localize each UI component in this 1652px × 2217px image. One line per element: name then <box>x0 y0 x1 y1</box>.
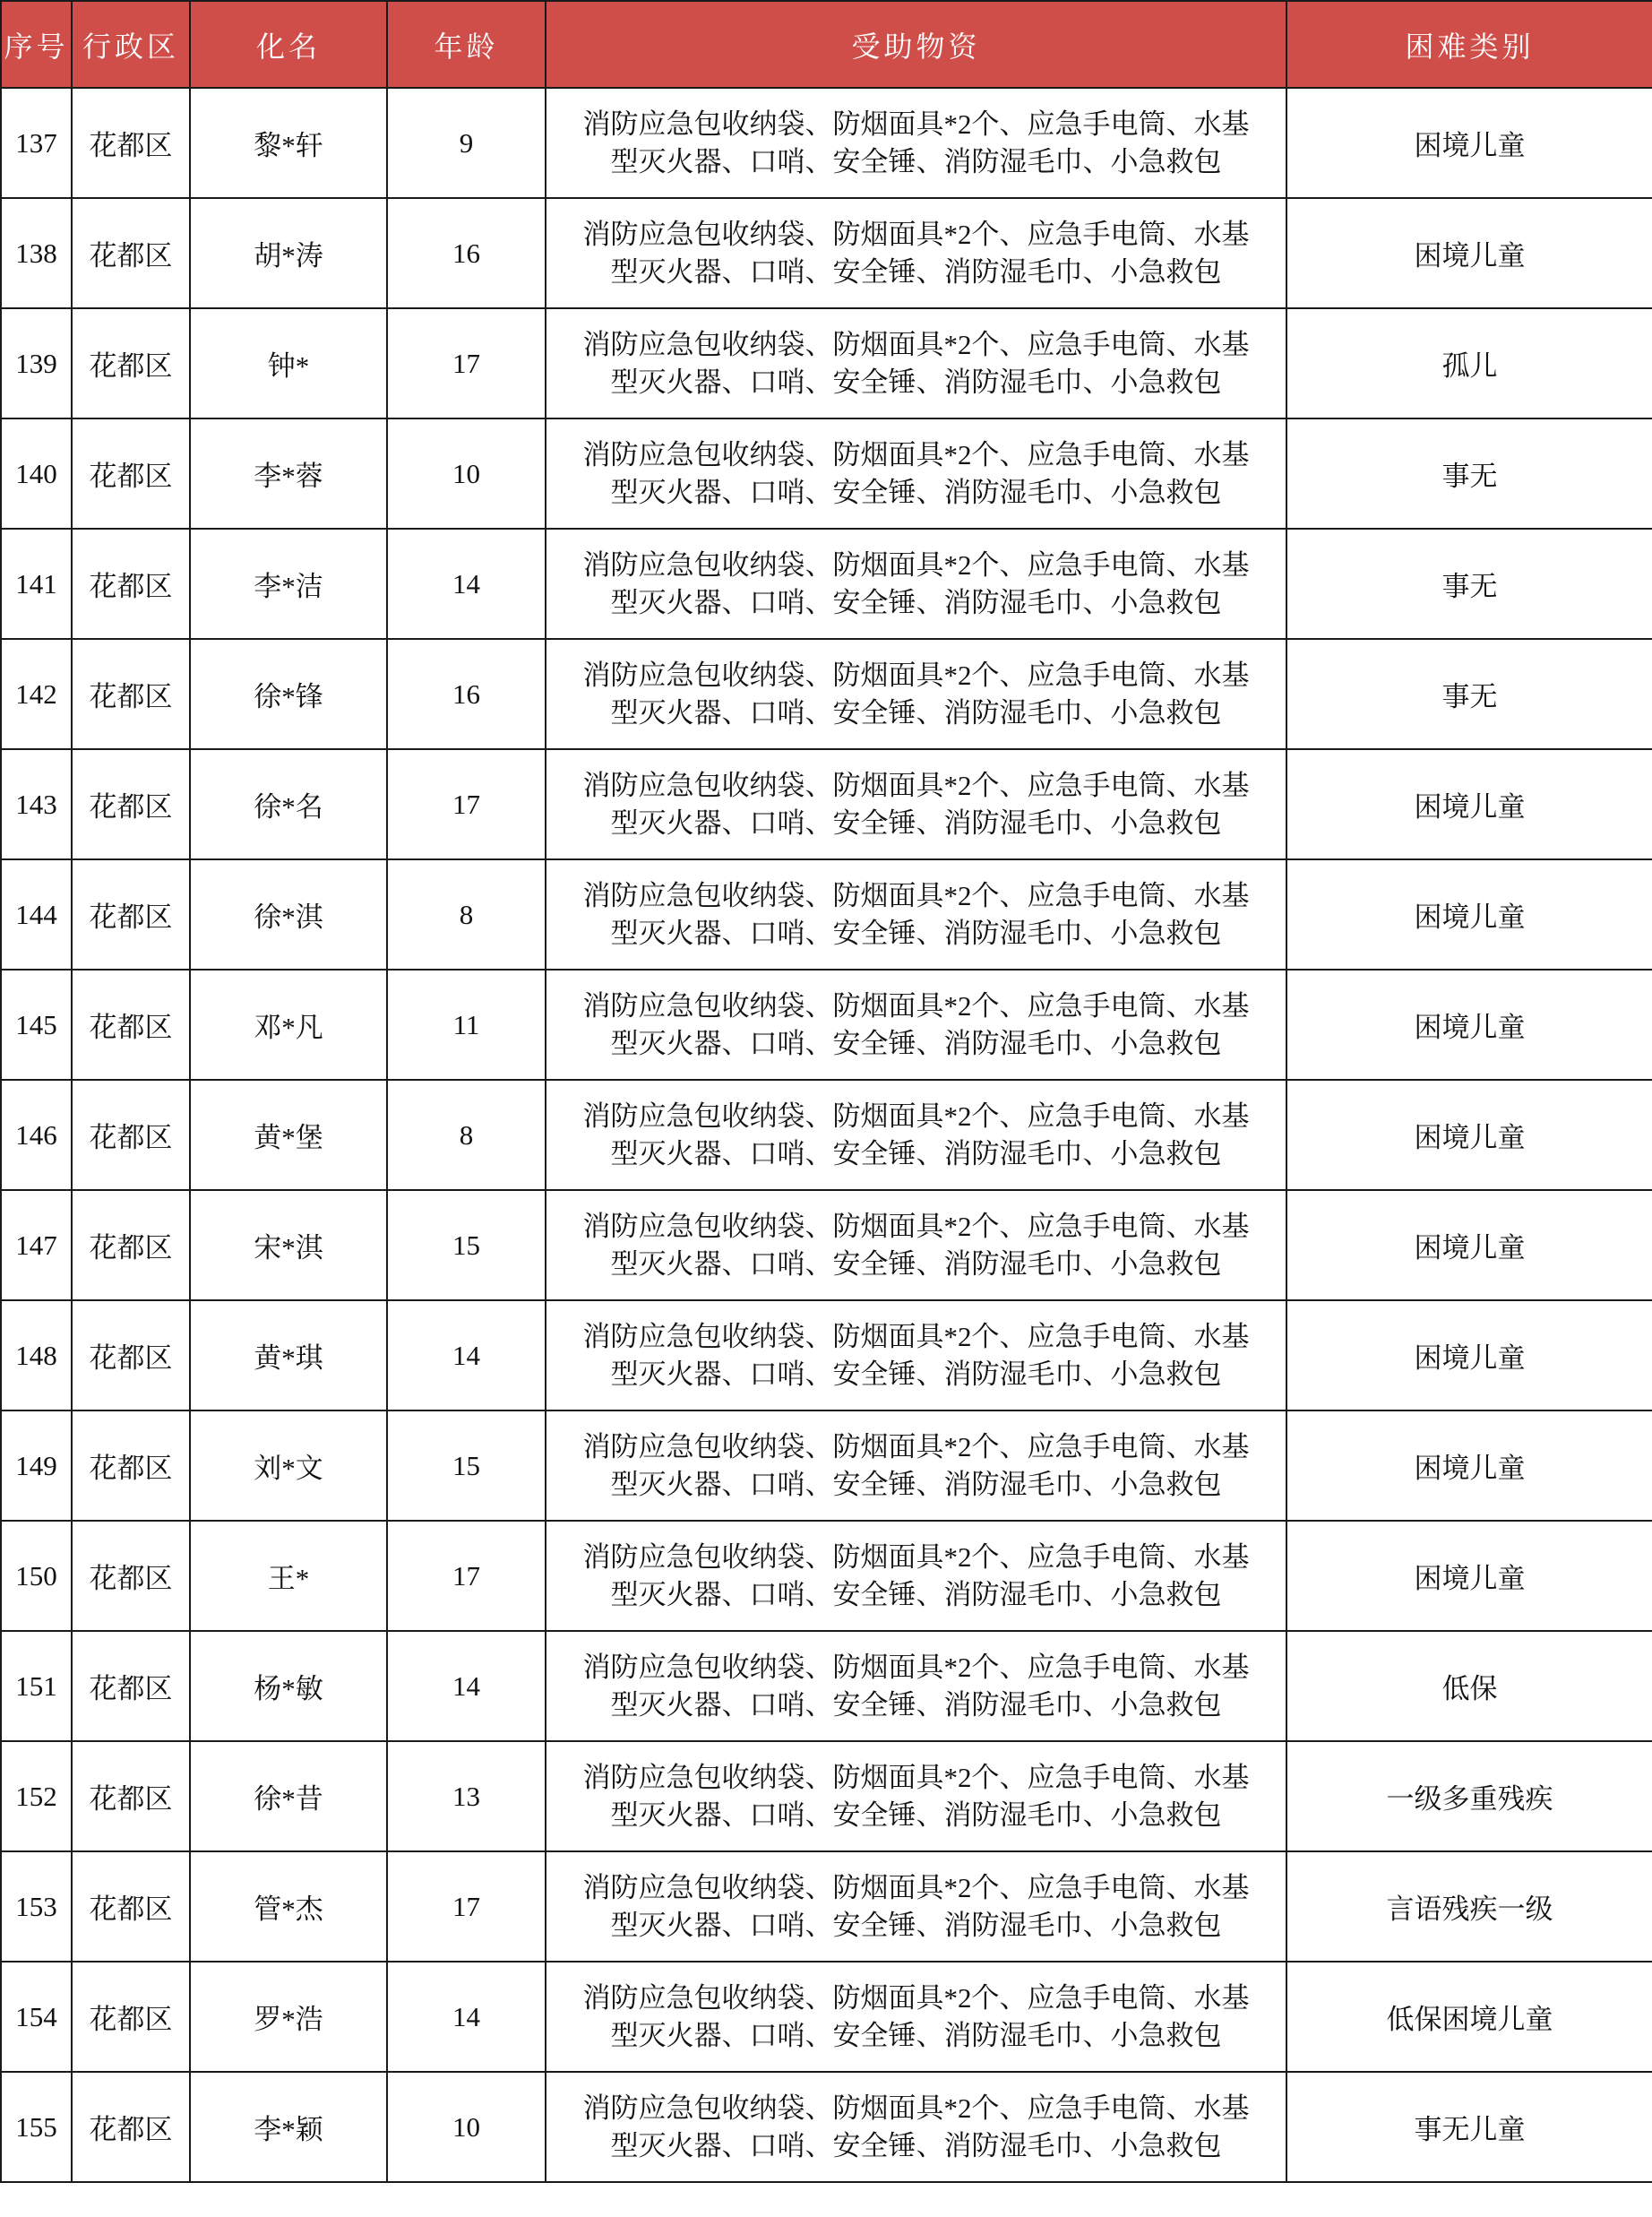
row-age: 14 <box>387 1300 546 1410</box>
row-category: 事无 <box>1286 418 1652 529</box>
items-line-2: 型灭火器、口哨、安全锤、消防湿毛巾、小急救包 <box>610 1247 1222 1280</box>
row-age: 17 <box>387 749 546 859</box>
row-number: 151 <box>1 1631 72 1741</box>
table-row <box>1 1631 1652 1741</box>
row-number: 148 <box>1 1300 72 1410</box>
row-name: 邓*凡 <box>190 970 387 1080</box>
items-line-2: 型灭火器、口哨、安全锤、消防湿毛巾、小急救包 <box>610 145 1222 177</box>
items-line-1: 消防应急包收纳袋、防烟面具*2个、应急手电筒、水基 <box>582 1651 1250 1683</box>
row-category: 困境儿童 <box>1286 749 1652 859</box>
row-name: 李*颖 <box>190 2072 387 2182</box>
row-category: 低保 <box>1286 1631 1652 1741</box>
items-line-1: 消防应急包收纳袋、防烟面具*2个、应急手电筒、水基 <box>582 1430 1250 1462</box>
items-line-1: 消防应急包收纳袋、防烟面具*2个、应急手电筒、水基 <box>582 328 1250 360</box>
items-line-2: 型灭火器、口哨、安全锤、消防湿毛巾、小急救包 <box>610 807 1222 839</box>
row-number: 149 <box>1 1410 72 1521</box>
row-items <box>546 749 1286 859</box>
header-no: 序号 <box>1 1 72 88</box>
row-items <box>546 88 1286 198</box>
table-row <box>1 2072 1652 2182</box>
row-category: 困境儿童 <box>1286 198 1652 308</box>
row-district: 花都区 <box>72 1851 190 1962</box>
header-name: 化名 <box>190 1 387 88</box>
row-district: 花都区 <box>72 2072 190 2182</box>
table-row <box>1 418 1652 529</box>
row-district: 花都区 <box>72 749 190 859</box>
table-row <box>1 639 1652 749</box>
row-district: 花都区 <box>72 970 190 1080</box>
row-name: 刘*文 <box>190 1410 387 1521</box>
row-district: 花都区 <box>72 88 190 198</box>
items-line-2: 型灭火器、口哨、安全锤、消防湿毛巾、小急救包 <box>610 1578 1222 1610</box>
row-district: 花都区 <box>72 529 190 639</box>
row-items <box>546 970 1286 1080</box>
row-items <box>546 1851 1286 1962</box>
row-age: 10 <box>387 418 546 529</box>
row-number: 144 <box>1 859 72 970</box>
items-line-2: 型灭火器、口哨、安全锤、消防湿毛巾、小急救包 <box>610 2129 1222 2161</box>
items-line-1: 消防应急包收纳袋、防烟面具*2个、应急手电筒、水基 <box>582 438 1250 470</box>
row-category: 困境儿童 <box>1286 1190 1652 1300</box>
header-district: 行政区 <box>72 1 190 88</box>
items-line-2: 型灭火器、口哨、安全锤、消防湿毛巾、小急救包 <box>610 1688 1222 1721</box>
row-age: 8 <box>387 859 546 970</box>
row-category: 言语残疾一级 <box>1286 1851 1652 1962</box>
row-name: 黄*琪 <box>190 1300 387 1410</box>
row-number: 141 <box>1 529 72 639</box>
row-age: 14 <box>387 1631 546 1741</box>
row-number: 152 <box>1 1741 72 1851</box>
row-district: 花都区 <box>72 1080 190 1190</box>
items-line-2: 型灭火器、口哨、安全锤、消防湿毛巾、小急救包 <box>610 1909 1222 1941</box>
items-line-2: 型灭火器、口哨、安全锤、消防湿毛巾、小急救包 <box>610 1137 1222 1169</box>
row-category: 低保困境儿童 <box>1286 1962 1652 2072</box>
row-category: 困境儿童 <box>1286 88 1652 198</box>
table-row <box>1 1300 1652 1410</box>
header-items: 受助物资 <box>546 1 1286 88</box>
row-number: 137 <box>1 88 72 198</box>
items-line-2: 型灭火器、口哨、安全锤、消防湿毛巾、小急救包 <box>610 586 1222 618</box>
items-line-1: 消防应急包收纳袋、防烟面具*2个、应急手电筒、水基 <box>582 1871 1250 1903</box>
row-items <box>546 1080 1286 1190</box>
row-district: 花都区 <box>72 198 190 308</box>
row-district: 花都区 <box>72 1631 190 1741</box>
items-line-2: 型灭火器、口哨、安全锤、消防湿毛巾、小急救包 <box>610 917 1222 949</box>
row-name: 胡*涛 <box>190 198 387 308</box>
row-district: 花都区 <box>72 1410 190 1521</box>
row-number: 138 <box>1 198 72 308</box>
table-row <box>1 1851 1652 1962</box>
row-items <box>546 1521 1286 1631</box>
row-district: 花都区 <box>72 859 190 970</box>
items-line-2: 型灭火器、口哨、安全锤、消防湿毛巾、小急救包 <box>610 1468 1222 1500</box>
row-items <box>546 1190 1286 1300</box>
items-line-2: 型灭火器、口哨、安全锤、消防湿毛巾、小急救包 <box>610 1358 1222 1390</box>
table-row <box>1 198 1652 308</box>
row-items <box>546 529 1286 639</box>
items-line-1: 消防应急包收纳袋、防烟面具*2个、应急手电筒、水基 <box>582 1100 1250 1132</box>
table-row <box>1 1410 1652 1521</box>
row-age: 13 <box>387 1741 546 1851</box>
row-district: 花都区 <box>72 1190 190 1300</box>
items-line-1: 消防应急包收纳袋、防烟面具*2个、应急手电筒、水基 <box>582 548 1250 581</box>
row-items <box>546 1300 1286 1410</box>
items-line-1: 消防应急包收纳袋、防烟面具*2个、应急手电筒、水基 <box>582 2092 1250 2124</box>
row-items <box>546 1631 1286 1741</box>
row-category: 事无 <box>1286 529 1652 639</box>
row-name: 李*洁 <box>190 529 387 639</box>
items-line-2: 型灭火器、口哨、安全锤、消防湿毛巾、小急救包 <box>610 1027 1222 1059</box>
header-row <box>1 1 1652 88</box>
row-name: 徐*锋 <box>190 639 387 749</box>
row-items <box>546 1410 1286 1521</box>
row-name: 杨*敏 <box>190 1631 387 1741</box>
row-number: 145 <box>1 970 72 1080</box>
row-age: 15 <box>387 1410 546 1521</box>
row-number: 147 <box>1 1190 72 1300</box>
row-number: 150 <box>1 1521 72 1631</box>
items-line-1: 消防应急包收纳袋、防烟面具*2个、应急手电筒、水基 <box>582 989 1250 1022</box>
row-age: 14 <box>387 1962 546 2072</box>
row-number: 143 <box>1 749 72 859</box>
row-items <box>546 639 1286 749</box>
items-line-2: 型灭火器、口哨、安全锤、消防湿毛巾、小急救包 <box>610 2019 1222 2051</box>
row-category: 困境儿童 <box>1286 1410 1652 1521</box>
row-name: 宋*淇 <box>190 1190 387 1300</box>
row-name: 徐*名 <box>190 749 387 859</box>
row-number: 155 <box>1 2072 72 2182</box>
row-age: 17 <box>387 308 546 418</box>
row-name: 王* <box>190 1521 387 1631</box>
items-line-1: 消防应急包收纳袋、防烟面具*2个、应急手电筒、水基 <box>582 659 1250 691</box>
row-name: 徐*昔 <box>190 1741 387 1851</box>
table-header <box>1 1 1652 88</box>
row-name: 钟* <box>190 308 387 418</box>
row-name: 黎*轩 <box>190 88 387 198</box>
row-items <box>546 198 1286 308</box>
row-district: 花都区 <box>72 639 190 749</box>
row-name: 李*蓉 <box>190 418 387 529</box>
row-items <box>546 418 1286 529</box>
table-row <box>1 970 1652 1080</box>
row-category: 事无儿童 <box>1286 2072 1652 2182</box>
items-line-1: 消防应急包收纳袋、防烟面具*2个、应急手电筒、水基 <box>582 1981 1250 2014</box>
row-number: 140 <box>1 418 72 529</box>
items-line-1: 消防应急包收纳袋、防烟面具*2个、应急手电筒、水基 <box>582 218 1250 250</box>
row-age: 16 <box>387 198 546 308</box>
header-age: 年龄 <box>387 1 546 88</box>
items-line-1: 消防应急包收纳袋、防烟面具*2个、应急手电筒、水基 <box>582 108 1250 140</box>
table-row <box>1 88 1652 198</box>
row-age: 17 <box>387 1521 546 1631</box>
row-category: 孤儿 <box>1286 308 1652 418</box>
row-age: 15 <box>387 1190 546 1300</box>
row-items <box>546 1962 1286 2072</box>
row-district: 花都区 <box>72 1521 190 1631</box>
header-category: 困难类别 <box>1286 1 1652 88</box>
row-name: 黄*堡 <box>190 1080 387 1190</box>
table-row <box>1 1741 1652 1851</box>
items-line-1: 消防应急包收纳袋、防烟面具*2个、应急手电筒、水基 <box>582 1210 1250 1242</box>
items-line-2: 型灭火器、口哨、安全锤、消防湿毛巾、小急救包 <box>610 366 1222 398</box>
row-age: 16 <box>387 639 546 749</box>
row-name: 徐*淇 <box>190 859 387 970</box>
table-row <box>1 1962 1652 2072</box>
row-items <box>546 859 1286 970</box>
items-line-2: 型灭火器、口哨、安全锤、消防湿毛巾、小急救包 <box>610 696 1222 729</box>
table-row <box>1 859 1652 970</box>
row-category: 事无 <box>1286 639 1652 749</box>
row-age: 11 <box>387 970 546 1080</box>
row-age: 14 <box>387 529 546 639</box>
table-row <box>1 308 1652 418</box>
row-age: 10 <box>387 2072 546 2182</box>
row-category: 困境儿童 <box>1286 1080 1652 1190</box>
row-age: 17 <box>387 1851 546 1962</box>
row-number: 154 <box>1 1962 72 2072</box>
row-name: 罗*浩 <box>190 1962 387 2072</box>
row-district: 花都区 <box>72 1300 190 1410</box>
row-category: 困境儿童 <box>1286 970 1652 1080</box>
row-category: 困境儿童 <box>1286 1521 1652 1631</box>
row-age: 9 <box>387 88 546 198</box>
items-line-1: 消防应急包收纳袋、防烟面具*2个、应急手电筒、水基 <box>582 769 1250 801</box>
row-district: 花都区 <box>72 1741 190 1851</box>
row-name: 管*杰 <box>190 1851 387 1962</box>
items-line-1: 消防应急包收纳袋、防烟面具*2个、应急手电筒、水基 <box>582 1761 1250 1793</box>
row-number: 142 <box>1 639 72 749</box>
items-line-1: 消防应急包收纳袋、防烟面具*2个、应急手电筒、水基 <box>582 879 1250 911</box>
row-district: 花都区 <box>72 418 190 529</box>
row-category: 困境儿童 <box>1286 859 1652 970</box>
row-items <box>546 1741 1286 1851</box>
items-line-2: 型灭火器、口哨、安全锤、消防湿毛巾、小急救包 <box>610 476 1222 508</box>
items-line-2: 型灭火器、口哨、安全锤、消防湿毛巾、小急救包 <box>610 1799 1222 1831</box>
row-age: 8 <box>387 1080 546 1190</box>
items-line-2: 型灭火器、口哨、安全锤、消防湿毛巾、小急救包 <box>610 255 1222 288</box>
row-district: 花都区 <box>72 1962 190 2072</box>
row-number: 139 <box>1 308 72 418</box>
items-line-1: 消防应急包收纳袋、防烟面具*2个、应急手电筒、水基 <box>582 1320 1250 1352</box>
table-row <box>1 1521 1652 1631</box>
table-body <box>1 88 1652 2182</box>
table-row <box>1 1080 1652 1190</box>
items-line-1: 消防应急包收纳袋、防烟面具*2个、应急手电筒、水基 <box>582 1540 1250 1573</box>
table-row <box>1 529 1652 639</box>
row-items <box>546 2072 1286 2182</box>
table-row <box>1 749 1652 859</box>
row-number: 146 <box>1 1080 72 1190</box>
row-items <box>546 308 1286 418</box>
row-number: 153 <box>1 1851 72 1962</box>
table-row <box>1 1190 1652 1300</box>
row-category: 一级多重残疾 <box>1286 1741 1652 1851</box>
row-district: 花都区 <box>72 308 190 418</box>
row-category: 困境儿童 <box>1286 1300 1652 1410</box>
